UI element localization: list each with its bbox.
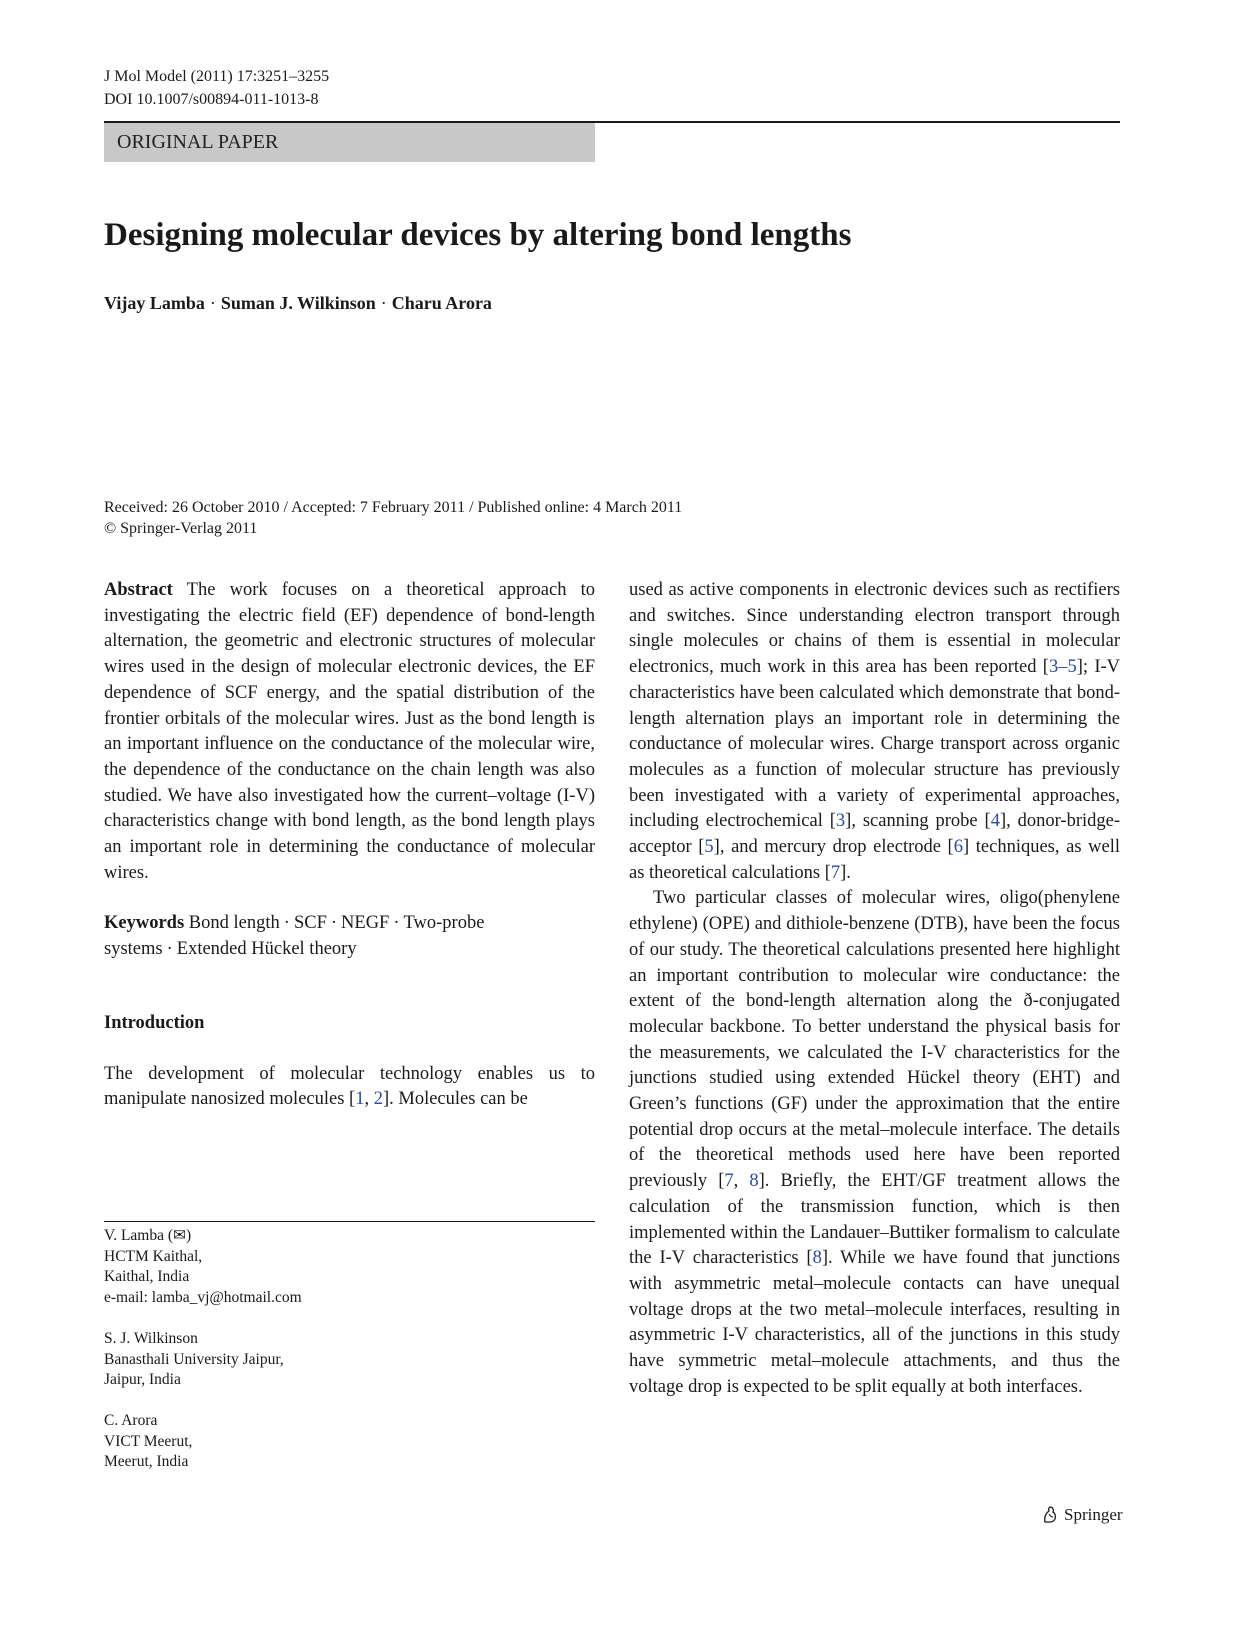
citation-link[interactable]: 6 (953, 837, 963, 858)
affiliation-footnote (104, 1226, 302, 1308)
abstract-label: Abstract (104, 580, 173, 600)
footnote-rule (104, 1221, 595, 1222)
affiliation-footnote (104, 1411, 192, 1473)
affiliation-line: Banasthali University Jaipur, (104, 1350, 284, 1368)
email[interactable]: e-mail: lamba_vj@hotmail.com (104, 1288, 302, 1306)
citation-link[interactable]: 3–5 (1048, 657, 1077, 678)
affiliation-footnote (104, 1329, 284, 1391)
intro-paragraph-1-start: The development of molecular technology enables us to manipulate nanosized molecules [1, 2]. Molecules can be (104, 1063, 595, 1110)
citation-link[interactable]: 3 (835, 811, 846, 832)
citation-link[interactable]: 7 (830, 862, 841, 883)
citation-link[interactable]: 7 (724, 1171, 734, 1192)
intro-paragraph-1-continued: used as active components in electronic devices such as rectifiers and switches. Since understanding electron transport through single molecules or chains of them is essential in molecular electronics, much work in this area has been reported [3–5]; I-V characteristics have been calculated which demonstrate that bond-length alternation plays an important role in determining the conductance of molecular wires. Charge transport across organic molecules as a function of molecular structure has previously been investigated with a variety of experimental approaches, including electrochemical [3], scanning probe [4], donor-bridge-acceptor [5], and mercury drop electrode [6] techniques, as well as theoretical calculations [7]. (629, 580, 1120, 883)
citation-link[interactable]: 8 (749, 1171, 759, 1192)
author-name: Vijay Lamba (104, 293, 205, 313)
affiliation-line: V. Lamba (✉) (104, 1227, 192, 1244)
affiliation-line: S. J. Wilkinson (104, 1330, 198, 1347)
citation-link[interactable]: 1 (355, 1089, 365, 1110)
author-list (104, 290, 492, 316)
citation-link[interactable]: 8 (812, 1248, 822, 1269)
right-column (629, 578, 1120, 1401)
keyword: Bond length (188, 913, 280, 934)
citation-link[interactable]: 4 (990, 811, 1000, 832)
affiliation-line: Kaithal, India (104, 1268, 190, 1285)
keyword: SCF (293, 913, 327, 934)
abstract (104, 578, 595, 886)
author-name: Charu Arora (391, 293, 492, 313)
copyright-notice: © Springer-Verlag 2011 (104, 520, 258, 537)
continued-text: used as active components in electronic devices such as rectifiers and switches. Since understanding electron transport through single molecules or chains of them is essential in molecular electronics, much work in this area has been reported [ (629, 580, 1120, 678)
affiliation-line: VICT Meerut, (104, 1432, 193, 1450)
author-name: Suman J. Wilkinson (220, 293, 376, 313)
citation-link[interactable]: 5 (704, 837, 714, 858)
keywords-label: Keywords (104, 913, 185, 934)
springer-horse-icon (1040, 1505, 1060, 1525)
citation-link[interactable]: 2 (373, 1089, 383, 1110)
author-separator: · (209, 293, 216, 313)
keywords: Keywords Bond length · SCF · NEGF · Two-probe systems · Extended Hückel theory (104, 913, 485, 960)
article-type-banner: ORIGINAL PAPER (104, 123, 595, 162)
affiliation-line: Jaipur, India (104, 1371, 181, 1388)
section-heading: Introduction (104, 1012, 205, 1033)
keyword: Extended Hückel theory (176, 939, 357, 960)
paper-title: Designing molecular devices by altering bond lengths (104, 217, 852, 253)
abstract-text: The work focuses on a theoretical approach to investigating the electric field (EF) dependence of bond-length alternation, the geometric and electronic structures of molecular wires used in the design of molecular electronic devices, the EF dependence of SCF energy, and the spatial distribution of the frontier orbitals of the molecular wires. Just as the bond length is an important influence on the conductance of the molecular wire, the dependence of the conductance on the chain length was also studied. We have also investigated how the current–voltage (I-V) characteristics change with bond length, as the bond length plays an important role in determining the conductance of molecular wires. (104, 580, 595, 883)
affiliation-line: C. Arora (104, 1412, 158, 1429)
author-separator: · (380, 293, 387, 313)
publisher-name: Springer (1064, 1505, 1123, 1524)
journal-citation: J Mol Model (2011) 17:3251–3255 (104, 68, 330, 85)
publication-history: Received: 26 October 2010 / Accepted: 7 February 2011 / Published online: 4 March 2011 (104, 499, 683, 516)
keyword: NEGF (341, 913, 390, 934)
affiliation-line: Meerut, India (104, 1453, 189, 1470)
intro-paragraph-2: Two particular classes of molecular wires, oligo(phenylene ethylene) (OPE) and dithiole-benzene (DTB), have been the focus of our study. The theoretical calculations presented here highlight an important contribution to molecular wire conductance: the extent of the bond-length alternation along the ð-conjugated molecular backbone. To better understand the physical basis for the measurements, we calculated the I-V characteristics for the junctions studied using extended Hückel theory (EHT) and Green’s functions (GF) under the approximation that the entire potential drop occurs at the metal–molecule interface. The details of the theoretical methods used here have been reported previously [7, 8]. Briefly, the EHT/GF treatment allows the calculation of the transmission function, which is then implemented within the Landauer–Buttiker formalism to calculate the I-V characteristics [8]. While we have found that junctions with asymmetric metal–molecule contacts can have unequal voltage drops at the two metal–molecule interfaces, resulting in asymmetric I-V characteristics, all of the junctions in this study have symmetric metal–molecule attachments, and thus the voltage drop is expected to be split equally at both interfaces. (629, 888, 1121, 1397)
doi: DOI 10.1007/s00894-011-1013-8 (104, 91, 319, 108)
left-column (104, 578, 595, 1113)
affiliation-line: HCTM Kaithal, (104, 1247, 203, 1265)
keyword: Two-probe systems (104, 913, 485, 960)
publisher-logo (1040, 1503, 1123, 1527)
